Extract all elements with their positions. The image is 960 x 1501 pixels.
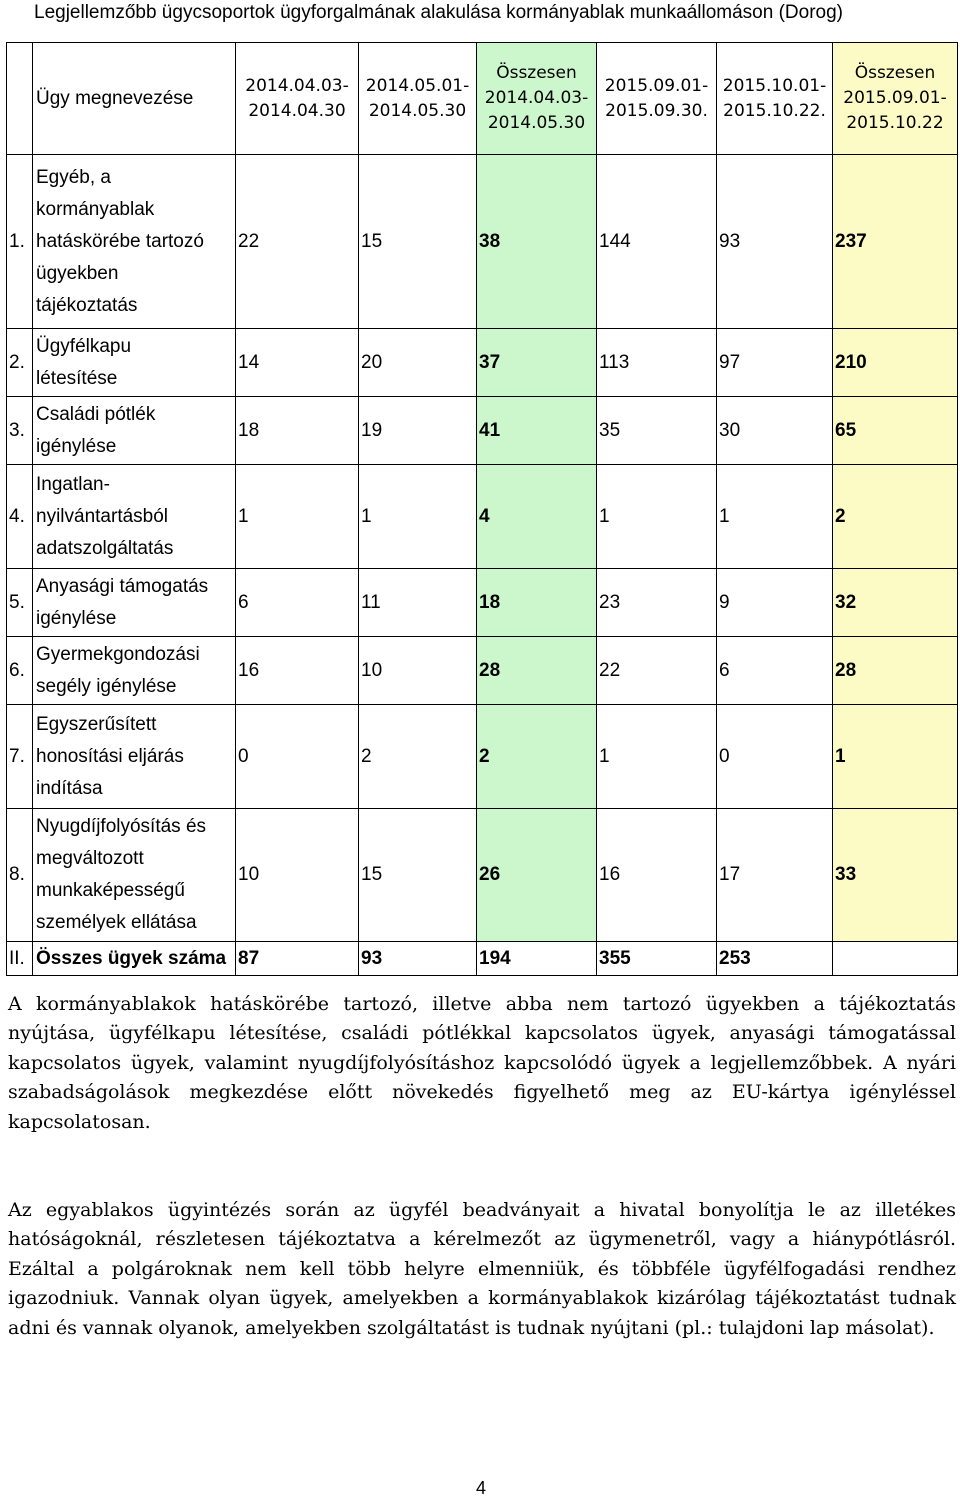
value-cell: 1	[236, 465, 359, 569]
case-name-cell	[33, 329, 236, 397]
value-cell: 113	[597, 329, 717, 397]
case-name-cell	[33, 155, 236, 329]
page-title: Legjellemzőbb ügycsoportok ügyforgalmának alakulása kormányablak munkaállomáson (Dorog)	[34, 2, 843, 23]
header-period-2014-04: 2014.04.03- 2014.04.30	[236, 43, 359, 155]
value-cell: 2	[477, 705, 597, 809]
table-row	[7, 155, 958, 329]
value-cell: 17	[717, 809, 833, 942]
table-row	[7, 329, 958, 397]
paragraph-1: A kormányablakok hatáskörébe tartozó, illetve abba nem tartozó ügyekben a tájékoztatás nyújtása, ügyfélkapu létesítése, családi pótlékkal kapcsolatos ügyek, anyasági támogatással kapcsolatos ügyek, valamint nyugdíjfolyósításhoz kapcsolódó ügyek a legjellemzőbbek. A nyári szabadságolások megkezdése előtt növekedés figyelhető meg az EU-kártya igényléssel kapcsolatosan.	[8, 993, 956, 1133]
value-cell: 22	[236, 155, 359, 329]
value-cell: 10	[236, 809, 359, 942]
value-cell: 20	[359, 329, 477, 397]
value-cell: 22	[597, 637, 717, 705]
value-cell: 0	[236, 705, 359, 809]
case-name-cell	[33, 705, 236, 809]
value-cell: 97	[717, 329, 833, 397]
value-cell: 210	[833, 329, 958, 397]
header-period-2014-05: 2014.05.01- 2014.05.30	[359, 43, 477, 155]
value-cell: 26	[477, 809, 597, 942]
row-number: 6.	[7, 637, 33, 705]
value-cell: 28	[477, 637, 597, 705]
header-total-2014: Összesen 2014.04.03- 2014.05.30	[477, 43, 597, 155]
value-cell: 6	[717, 637, 833, 705]
case-name-line: munkaképességű	[36, 880, 185, 901]
table-row	[7, 809, 958, 942]
value-cell: 23	[597, 569, 717, 637]
total-row	[7, 942, 958, 976]
value-cell: 6	[236, 569, 359, 637]
case-name-line: nyilvántartásból	[36, 505, 169, 527]
page-number: 4	[476, 1478, 487, 1498]
total-label: Összes ügyek száma	[33, 942, 236, 976]
value-cell: 4	[477, 465, 597, 569]
total-row-number: II.	[7, 942, 33, 976]
value-cell: 65	[833, 397, 958, 465]
value-cell: 0	[717, 705, 833, 809]
case-name-line: személyek ellátása	[36, 912, 197, 933]
case-name-line: Családi pótlék	[36, 403, 156, 425]
value-cell: 19	[359, 397, 477, 465]
case-name-line: Gyermekgondozási	[36, 643, 200, 665]
value-cell: 93	[717, 155, 833, 329]
case-name-cell	[33, 569, 236, 637]
value-cell: 35	[597, 397, 717, 465]
case-name-cell	[33, 809, 236, 942]
header-total-2015: Összesen 2015.09.01- 2015.10.22	[833, 43, 958, 155]
row-number: 2.	[7, 329, 33, 397]
header-row	[7, 43, 958, 155]
value-cell: 9	[717, 569, 833, 637]
case-name-line: Ügyfélkapu	[36, 335, 132, 357]
value-cell: 15	[359, 155, 477, 329]
row-number: 4.	[7, 465, 33, 569]
value-cell: 33	[833, 809, 958, 942]
value-cell: 1	[833, 705, 958, 809]
value-cell: 18	[236, 397, 359, 465]
case-statistics-table	[6, 42, 958, 976]
value-cell: 2	[359, 705, 477, 809]
header-period-2015-10: 2015.10.01- 2015.10.22.	[717, 43, 833, 155]
case-name-line: Ingatlan-	[36, 473, 110, 495]
case-name-line: Anyasági támogatás	[36, 575, 209, 597]
value-cell: 30	[717, 397, 833, 465]
case-name-line: kormányablak	[36, 198, 155, 220]
case-name-line: létesítése	[36, 367, 118, 389]
value-cell: 144	[597, 155, 717, 329]
value-cell: 28	[833, 637, 958, 705]
value-cell: 15	[359, 809, 477, 942]
total-value-cell: 93	[359, 942, 477, 976]
value-cell: 1	[359, 465, 477, 569]
paragraph-2: Az egyablakos ügyintézés során az ügyfél beadványait a hivatal bonyolítja le az illetékes hatóságoknál, részletesen tájékoztatva a kérelmezőt az ügymenetről, vagy a hiánypótlásról. Ezáltal a polgároknak nem kell több helyre elmenniük, és többféle ügyfélfogadási rendhez igazodniuk. Vannak olyan ügyek, amelyekben a kormányablakok kizárólag tájékoztatást tudnak adni és vannak olyanok, amelyekben szolgáltatást is tudnak nyújtani (pl.: tulajdoni lap másolat).	[8, 1199, 956, 1339]
row-number: 5.	[7, 569, 33, 637]
header-case-name: Ügy megnevezése	[33, 43, 236, 155]
value-cell: 41	[477, 397, 597, 465]
case-name-cell	[33, 397, 236, 465]
value-cell: 11	[359, 569, 477, 637]
case-name-cell	[33, 637, 236, 705]
value-cell: 37	[477, 329, 597, 397]
value-cell: 2	[833, 465, 958, 569]
header-period-2015-09: 2015.09.01- 2015.09.30.	[597, 43, 717, 155]
table-row	[7, 705, 958, 809]
case-name-line: indítása	[36, 777, 103, 799]
case-name-line: tájékoztatás	[36, 294, 138, 316]
case-name-line: honosítási eljárás	[36, 745, 184, 767]
total-value-cell: 87	[236, 942, 359, 976]
case-name-line: ügyekben	[36, 262, 119, 284]
case-name-line: hatáskörébe tartozó	[36, 230, 204, 252]
case-name-line: segély igénylése	[36, 675, 177, 697]
value-cell: 10	[359, 637, 477, 705]
row-number: 7.	[7, 705, 33, 809]
table-row	[7, 397, 958, 465]
table-row	[7, 637, 958, 705]
value-cell: 1	[597, 465, 717, 569]
value-cell: 32	[833, 569, 958, 637]
value-cell: 1	[717, 465, 833, 569]
case-name-line: igénylése	[36, 435, 117, 457]
case-name-line: igénylése	[36, 607, 117, 629]
total-value-cell: 355	[597, 942, 717, 976]
total-value-cell	[833, 942, 958, 976]
value-cell: 237	[833, 155, 958, 329]
value-cell: 18	[477, 569, 597, 637]
value-cell: 1	[597, 705, 717, 809]
case-name-cell	[33, 465, 236, 569]
case-name-line: Egyszerűsített	[36, 713, 157, 735]
table-row	[7, 569, 958, 637]
total-value-cell: 253	[717, 942, 833, 976]
row-number: 3.	[7, 397, 33, 465]
value-cell: 14	[236, 329, 359, 397]
case-name-line: adatszolgáltatás	[36, 537, 174, 559]
total-value-cell: 194	[477, 942, 597, 976]
table-row	[7, 465, 958, 569]
case-name-line: Egyéb, a	[36, 166, 111, 188]
case-name-line: megváltozott	[36, 848, 144, 869]
row-number: 8.	[7, 809, 33, 942]
value-cell: 16	[236, 637, 359, 705]
value-cell: 16	[597, 809, 717, 942]
case-name-line: Nyugdíjfolyósítás és	[36, 816, 207, 837]
row-number: 1.	[7, 155, 33, 329]
value-cell: 38	[477, 155, 597, 329]
